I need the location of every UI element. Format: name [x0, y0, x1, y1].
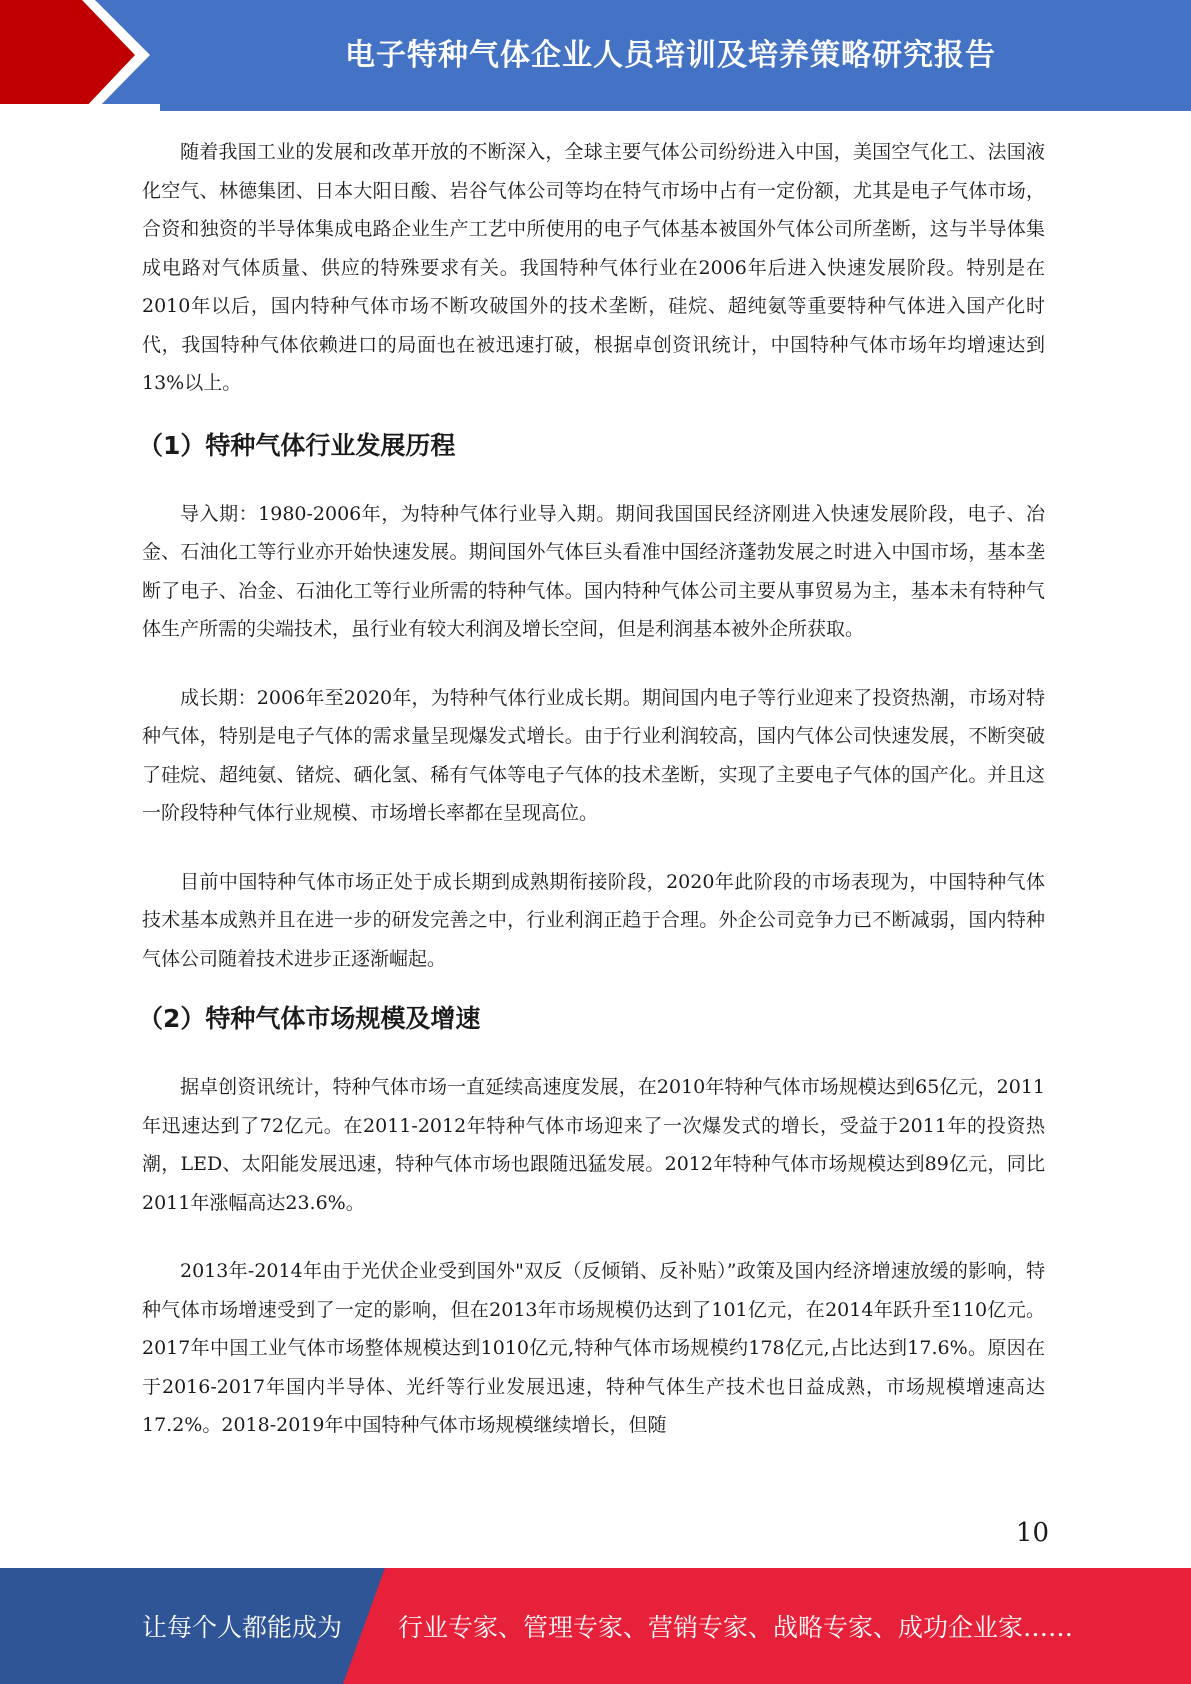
document-body — [138, 133, 1045, 1445]
section2-paragraph-1: 据卓创资讯统计，特种气体市场一直延续高速度发展，在2010年特种气体市场规模达到65亿元，2011年迅速达到了72亿元。在2011-2012年特种气体市场迎来了一次爆发式的增长，受益于2011年的投资热潮，LED、太阳能发展迅速，特种气体市场也跟随迅猛发展。2012年特种气体市场规模达到89亿元，同比2011年涨幅高达23.6%。 — [142, 1076, 1045, 1214]
footer-slogan-right: 行业专家、管理专家、营销专家、战略专家、成功企业家…… — [398, 1613, 1074, 1642]
section2-paragraph-2: 2013年-2014年由于光伏企业受到国外"双反（反倾销、反补贴）”政策及国内经济增速放缓的影响，特种气体市场增速受到了一定的影响，但在2013年市场规模仍达到了101亿元，在2014年跃升至110亿元。2017年中国工业气体市场整体规模达到1010亿元,特种气体市场规模约178亿元,占比达到17.6%。原因在于2016-2017年国内半导体、光纤等行业发展迅速，特种气体生产技术也日益成熟，市场规模增速高达17.2%。2018-2019年中国特种气体市场规模继续增长，但随 — [142, 1260, 1045, 1436]
page-number: 10 — [1015, 1518, 1049, 1548]
section1-paragraph-2: 成长期：2006年至2020年，为特种气体行业成长期。期间国内电子等行业迎来了投资热潮，市场对特种气体，特别是电子气体的需求量呈现爆发式增长。由于行业利润较高，国内气体公司快速发展，不断突破了硅烷、超纯氨、锗烷、硒化氢、稀有气体等电子气体的技术垄断，实现了主要电子气体的国产化。并且这一阶段特种气体行业规模、市场增长率都在呈现高位。 — [142, 686, 1045, 824]
section1-paragraph-1: 导入期：1980-2006年，为特种气体行业导入期。期间我国国民经济刚进入快速发展阶段，电子、冶金、石油化工等行业亦开始快速发展。期间国外气体巨头看准中国经济蓬勃发展之时进入中国市场，基本垄断了电子、冶金、石油化工等行业所需的特种气体。国内特种气体公司主要从事贸易为主，基本未有特种气体生产所需的尖端技术，虽行业有较大利润及增长空间，但是利润基本被外企所获取。 — [142, 502, 1045, 640]
page-footer — [0, 1568, 1191, 1684]
intro-paragraph: 随着我国工业的发展和改革开放的不断深入，全球主要气体公司纷纷进入中国，美国空气化工、法国液化空气、林德集团、日本大阳日酸、岩谷气体公司等均在特气市场中占有一定份额，尤其是电子气体市场，合资和独资的半导体集成电路企业生产工艺中所使用的电子气体基本被国外气体公司所垄断，这与半导体集成电路对气体质量、供应的特殊要求有关。我国特种气体行业在2006年后进入快速发展阶段。特别是在2010年以后，国内特种气体市场不断攻破国外的技术垄断，硅烷、超纯氨等重要特种气体进入国产化时代，我国特种气体依赖进口的局面也在被迅速打破，根据卓创资讯统计，中国特种气体市场年均增速达到13%以上。 — [142, 141, 1045, 394]
report-title: 电子特种气体企业人员培训及培养策略研究报告 — [345, 38, 996, 73]
header-arrow-decoration — [0, 0, 160, 111]
section-heading-2: （2）特种气体市场规模及增速 — [138, 1004, 481, 1033]
page-header — [0, 0, 1191, 111]
footer-slogan-left: 让每个人都能成为 — [142, 1613, 343, 1642]
section1-paragraph-3: 目前中国特种气体市场正处于成长期到成熟期衔接阶段，2020年此阶段的市场表现为，中国特种气体技术基本成熟并且在进一步的研发完善之中，行业利润正趋于合理。外企公司竞争力已不断减弱，国内特种气体公司随着技术进步正逐渐崛起。 — [142, 870, 1045, 970]
section-heading-1: （1）特种气体行业发展历程 — [138, 430, 456, 460]
